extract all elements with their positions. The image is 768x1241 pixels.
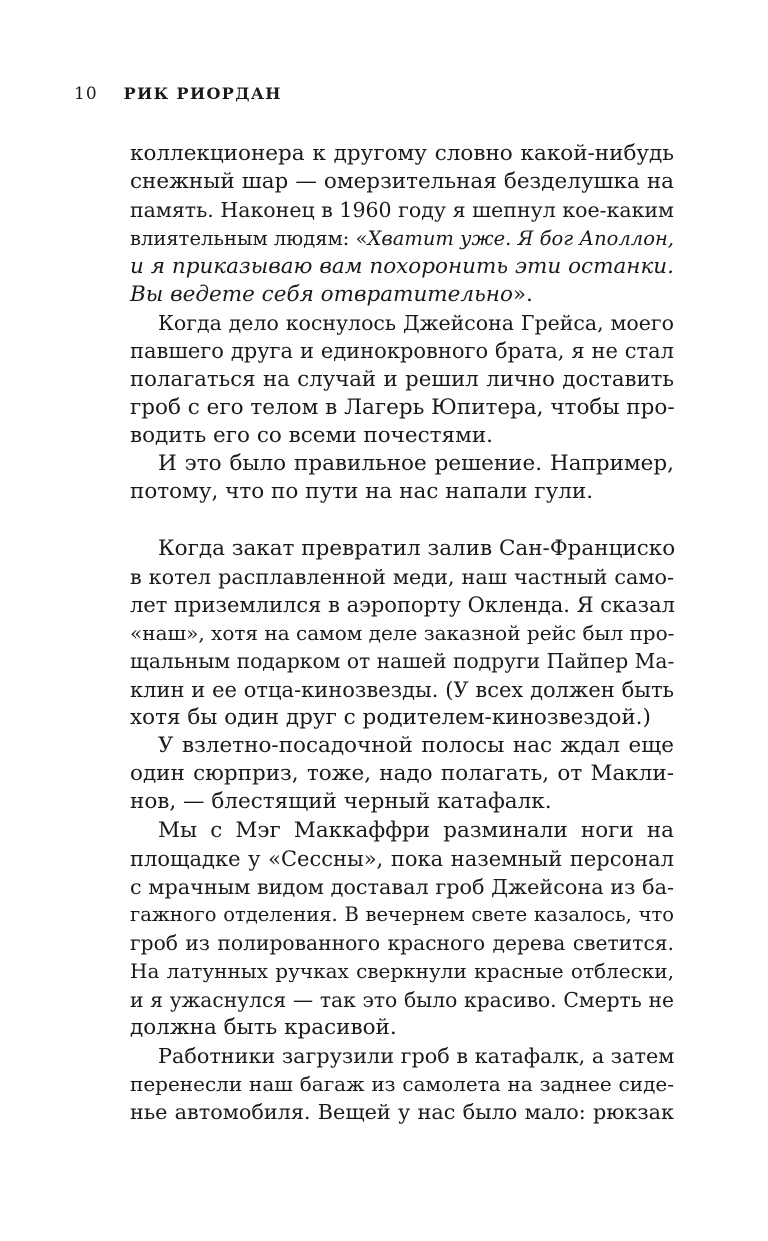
paragraph (130, 817, 674, 1043)
text-line: Когда закат превратил залив Сан-Франциско (158, 535, 676, 561)
text-line: Работники загрузили гроб в катафалк, а затем (158, 1044, 675, 1068)
text-line: потому, что по пути на нас напали гули. (130, 479, 594, 505)
text-line: На латунных ручках сверкнули красные отблески, (130, 959, 674, 984)
text-segment: влиятельным людям: « (130, 226, 368, 250)
text-line: лет приземлился в аэропорту Окленда. Я сказал (130, 593, 675, 617)
text-line: память. Наконец в 1960 году я шепнул кое-каким (130, 198, 674, 223)
text-line: хотя бы один друг с родителем-кинозвездой.) (130, 704, 651, 730)
paragraph (130, 1042, 674, 1127)
text-line: в котел расплавленной меди, наш частный само- (130, 564, 674, 589)
paragraph (130, 535, 674, 732)
text-line: снежный шар — омерзительная безделушка на (130, 169, 674, 195)
text-line: павшего друга и единокровного брата, я не стал (130, 339, 674, 364)
text-line: И это было правильное решение. Например, (158, 451, 674, 477)
page-number: 10 (74, 84, 98, 104)
running-head-author: РИК РИОРДАН (123, 84, 282, 103)
text-line: клин и ее отца-кинозвезды. (У всех должен быть (130, 677, 674, 702)
italic-quote-line: и я приказываю вам похоронить эти останки. (130, 253, 674, 279)
text-line: нов, — блестящий черный катафалк. (130, 789, 552, 815)
paragraph (130, 140, 674, 309)
text-line: коллекционера к другому словно какой-нибудь (130, 141, 674, 166)
text-line: должна быть красивой. (130, 1014, 397, 1040)
text-line: один сюрприз, тоже, надо полагать, от Макли- (130, 761, 674, 787)
text-line: и я ужаснулся — так это было красиво. Смерть не (130, 987, 674, 1012)
text-segment: ». (512, 281, 533, 307)
running-head (74, 84, 282, 108)
text-line: площадке у «Сессны», пока наземный персонал (130, 846, 674, 871)
paragraph (130, 450, 674, 506)
text-line: нье автомобиля. Вещей у нас было мало: рюкзак (130, 1100, 674, 1125)
text-line: «наш», хотя на самом деле заказной рейс был про- (130, 621, 675, 646)
text-line: гажного отделения. В вечернем свете казалось, что (130, 903, 674, 927)
text-line: гроб с его телом в Лагерь Юпитера, чтобы про- (130, 394, 675, 420)
italic-quote: Хватит уже. Я бог Аполлон, (367, 226, 674, 250)
text-line (130, 225, 674, 253)
text-line (130, 281, 674, 309)
text-line: перенесли наш багаж из самолета на заднее сиде- (130, 1072, 674, 1097)
text-line: Когда дело коснулось Джейсона Грейса, моего (158, 311, 674, 336)
text-line: У взлетно-посадочной полосы нас ждал еще (158, 732, 674, 758)
body-text (130, 140, 674, 1127)
text-line: Мы с Мэг Маккаффри разминали ноги на (158, 817, 674, 843)
text-line: гроб из полированного красного дерева светится. (130, 931, 674, 956)
text-line: щальным подарком от нашей подруги Пайпер Ма- (130, 649, 675, 674)
text-line: с мрачным видом доставал гроб Джейсона из ба- (130, 874, 674, 899)
italic-quote: Вы ведете себя отвратительно (130, 281, 513, 307)
text-line: полагаться на случай и решил лично доставить (130, 366, 674, 392)
text-line: водить его со всеми почестями. (130, 422, 493, 448)
paragraph (130, 732, 674, 817)
paragraph (130, 309, 674, 450)
section-break (130, 506, 674, 534)
